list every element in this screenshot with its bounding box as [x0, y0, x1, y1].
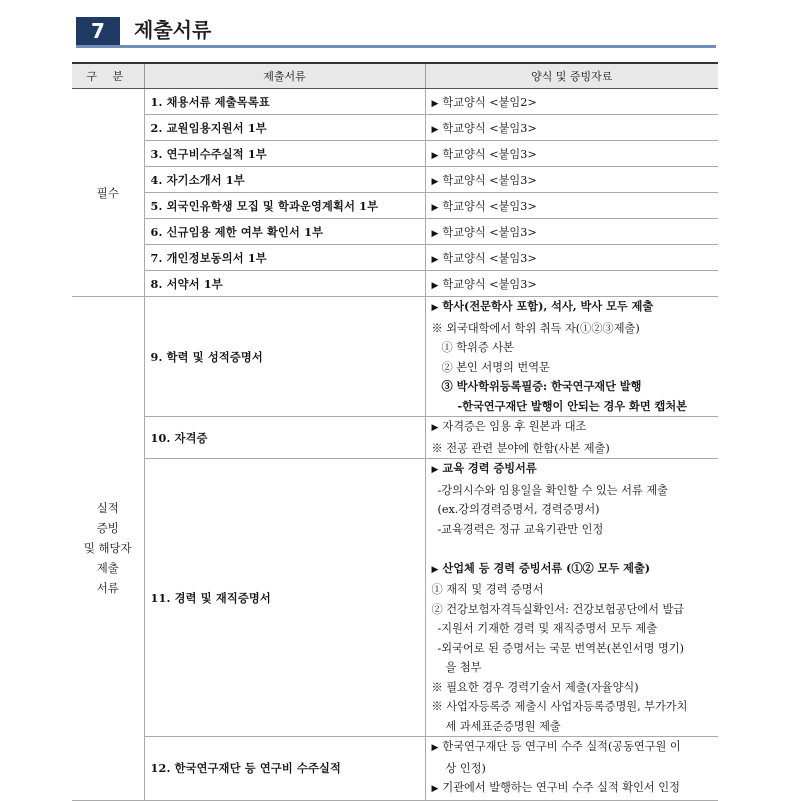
format-cell: ▶ 학교양식 <붙임3>: [425, 167, 718, 193]
documents-table: [72, 62, 718, 801]
table-row: [72, 115, 718, 141]
document-name: 8. 서약서 1부: [144, 271, 425, 297]
format-cell: ▶ 교육 경력 증빙서류 -강의시수와 임용일을 확인할 수 있는 서류 제출 (ex.강의경력증명서, 경력증명서) -교육경력은 정규 교육기관만 인정 ▶ 산업체 등 경력 증빙서류 (①② 모두 제출) ① 재직 및 경력 증명서 ② 건강보험자격득실확인서: 건강보험공단에서 발급 -지원서 기재한 경력 및 재직증명서 모두 제출 -외국어로 된 증명서는 국문 번역본(본인서명 명기) 을 첨부 ※ 필요한 경우 경력기술서 제출(자율양식) ※ 사업자등록증 제출시 사업자등록증명원, 부가가치 세 과세표준증명원 제출: [425, 459, 718, 737]
triangle-bullet-icon: ▶: [431, 465, 439, 475]
table-row: [72, 219, 718, 245]
triangle-bullet-icon: ▶: [431, 176, 439, 187]
document-name: 9. 학력 및 성적증명서: [144, 297, 425, 417]
format-cell: ▶ 학사(전문학사 포함), 석사, 박사 모두 제출 ※ 외국대학에서 학위 취득 자(①②③제출) ① 학위증 사본 ② 본인 서명의 번역문 ③ 박사학위등록필증: 한국연구재단 발행 -한국연구재단 발행이 안되는 경우 화면 캡처본: [425, 297, 718, 417]
triangle-bullet-icon: ▶: [431, 202, 439, 213]
document-name: 10. 자격증: [144, 417, 425, 459]
format-cell: ▶ 한국연구재단 등 연구비 수주 실적(공동연구원 이 상 인정) ▶ 기관에서 발행하는 연구비 수주 실적 확인서 인정: [425, 737, 718, 801]
document-name: 2. 교원임용지원서 1부: [144, 115, 425, 141]
document-name: 3. 연구비수주실적 1부: [144, 141, 425, 167]
header-format: 양식 및 증빙자료: [425, 63, 718, 89]
section-number: 7: [76, 17, 120, 45]
format-cell: ▶ 학교양식 <붙임3>: [425, 219, 718, 245]
category-evidence: 실적 증빙 및 해당자 제출 서류: [72, 297, 144, 801]
format-cell: ▶ 학교양식 <붙임3>: [425, 141, 718, 167]
table-row: [72, 737, 718, 801]
triangle-bullet-icon: ▶: [431, 303, 439, 313]
document-name: 1. 채용서류 제출목록표: [144, 89, 425, 115]
format-cell: ▶ 학교양식 <붙임2>: [425, 89, 718, 115]
triangle-bullet-icon: ▶: [431, 564, 439, 575]
format-cell: ▶ 학교양식 <붙임3>: [425, 245, 718, 271]
table-row: [72, 167, 718, 193]
table-row: [72, 271, 718, 297]
section-underline: [76, 45, 716, 48]
triangle-bullet-icon: ▶: [431, 280, 439, 291]
table-row: [72, 297, 718, 417]
triangle-bullet-icon: ▶: [431, 124, 439, 135]
header-category: 구 분: [72, 63, 144, 89]
table-row: [72, 459, 718, 737]
document-name: 11. 경력 및 재직증명서: [144, 459, 425, 737]
format-cell: ▶ 자격증은 임용 후 원본과 대조 ※ 전공 관련 분야에 한함(사본 제출): [425, 417, 718, 459]
section-header: [76, 14, 716, 46]
document-name: 7. 개인정보동의서 1부: [144, 245, 425, 271]
document-name: 4. 자기소개서 1부: [144, 167, 425, 193]
table-header-row: [72, 63, 718, 89]
table-row: [72, 417, 718, 459]
triangle-bullet-icon: ▶: [431, 98, 439, 109]
triangle-bullet-icon: ▶: [431, 150, 439, 161]
section-title: 제출서류: [134, 18, 212, 42]
triangle-bullet-icon: ▶: [431, 784, 439, 794]
format-cell: ▶ 학교양식 <붙임3>: [425, 115, 718, 141]
table-row: [72, 245, 718, 271]
table-row: [72, 193, 718, 219]
table-row: [72, 141, 718, 167]
triangle-bullet-icon: ▶: [431, 743, 439, 753]
document-name: 12. 한국연구재단 등 연구비 수주실적: [144, 737, 425, 801]
document-name: 5. 외국인유학생 모집 및 학과운영계획서 1부: [144, 193, 425, 219]
triangle-bullet-icon: ▶: [431, 228, 439, 239]
triangle-bullet-icon: ▶: [431, 254, 439, 265]
format-cell: ▶ 학교양식 <붙임3>: [425, 271, 718, 297]
header-document: 제출서류: [144, 63, 425, 89]
category-required: 필수: [72, 89, 144, 297]
triangle-bullet-icon: ▶: [431, 423, 439, 433]
document-name: 6. 신규임용 제한 여부 확인서 1부: [144, 219, 425, 245]
format-cell: ▶ 학교양식 <붙임3>: [425, 193, 718, 219]
table-row: [72, 89, 718, 115]
